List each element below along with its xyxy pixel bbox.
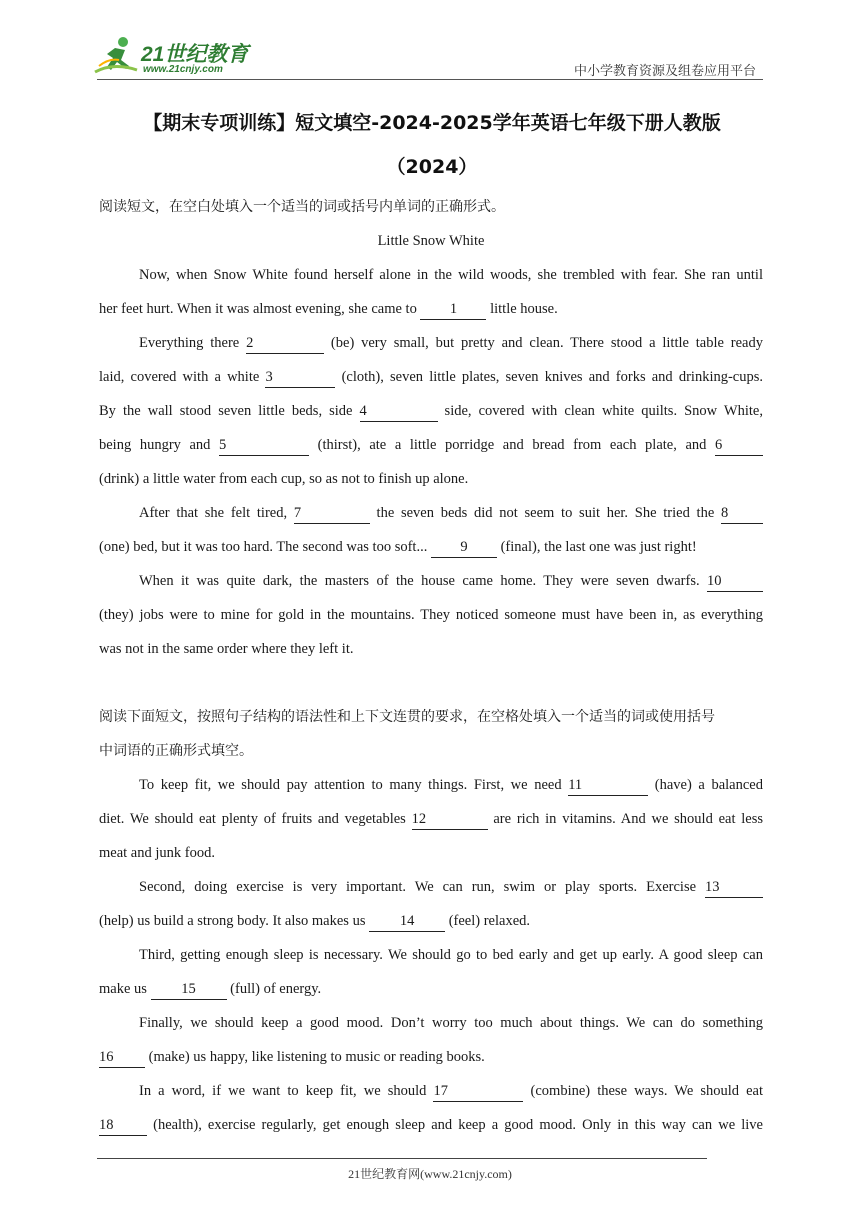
blank-14[interactable]: 14 bbox=[369, 911, 445, 932]
passage2-line: In a word, if we want to keep fit, we should 17 (combine) these ways. We should eat bbox=[99, 1074, 763, 1108]
passage2-line: Second, doing exercise is very important. We can run, swim or play sports. Exercise 13 bbox=[99, 870, 763, 904]
logo-url: www.21cnjy.com bbox=[143, 64, 223, 75]
blank-18[interactable]: 18 bbox=[99, 1115, 147, 1136]
blank-5[interactable]: 5 bbox=[219, 435, 309, 456]
blank-1[interactable]: 1 bbox=[420, 299, 486, 320]
document-title: 【期末专项训练】短文填空-2024-2025学年英语七年级下册人教版 bbox=[143, 112, 721, 134]
blank-12[interactable]: 12 bbox=[412, 809, 488, 830]
passage1-line: Everything there 2 (be) very small, but pretty and clean. There stood a little table ready bbox=[99, 326, 763, 360]
passage1-line: (one) bed, but it was too hard. The second was too soft... 9 (final), the last one was just right! bbox=[99, 530, 763, 564]
runner-logo-icon bbox=[93, 36, 139, 76]
blank-6[interactable]: 6 bbox=[715, 435, 763, 456]
blank-3[interactable]: 3 bbox=[265, 367, 335, 388]
passage2-line: To keep fit, we should pay attention to many things. First, we need 11 (have) a balanced bbox=[99, 768, 763, 802]
blank-15[interactable]: 15 bbox=[151, 979, 227, 1000]
blank-4[interactable]: 4 bbox=[360, 401, 438, 422]
passage1-line: (they) jobs were to mine for gold in the mountains. They noticed someone must have been in, as everything bbox=[99, 607, 763, 623]
passage2-line: Finally, we should keep a good mood. Don’t worry too much about things. We can do something bbox=[139, 1015, 763, 1031]
header-divider bbox=[97, 79, 763, 80]
blank-13[interactable]: 13 bbox=[705, 877, 763, 898]
blank-11[interactable]: 11 bbox=[568, 775, 648, 796]
passage1-line: her feet hurt. When it was almost evening, she came to 1 little house. bbox=[99, 292, 763, 326]
platform-label: 中小学教育资源及组卷应用平台 bbox=[573, 64, 756, 79]
passage2-line: Third, getting enough sleep is necessary. We should go to bed early and get up early. A good sleep can bbox=[139, 947, 763, 963]
blank-16[interactable]: 16 bbox=[99, 1047, 145, 1068]
blank-8[interactable]: 8 bbox=[721, 503, 763, 524]
passage1-line: was not in the same order where they left it. bbox=[99, 641, 354, 657]
passage2-line: (help) us build a strong body. It also makes us 14 (feel) relaxed. bbox=[99, 904, 763, 938]
passage1-line: being hungry and 5 (thirst), ate a little porridge and bread from each plate, and 6 bbox=[99, 428, 763, 462]
passage2-line: make us 15 (full) of energy. bbox=[99, 972, 763, 1006]
passage1-heading: Little Snow White bbox=[377, 233, 485, 249]
blank-9[interactable]: 9 bbox=[431, 537, 497, 558]
passage2-instruction: 阅读下面短文，按照句子结构的语法性和上下文连贯的要求，在空格处填入一个适当的词或使用括号 bbox=[99, 709, 715, 725]
passage1-line: laid, covered with a white 3 (cloth), seven little plates, seven knives and forks and drinking-cups. bbox=[99, 360, 763, 394]
footer-text: 21世纪教育网(www.21cnjy.com) bbox=[348, 1167, 512, 1181]
passage2-line: meat and junk food. bbox=[99, 845, 215, 861]
blank-17[interactable]: 17 bbox=[433, 1081, 523, 1102]
blank-7[interactable]: 7 bbox=[294, 503, 370, 524]
passage1-line: When it was quite dark, the masters of the house came home. They were seven dwarfs. 10 bbox=[99, 564, 763, 598]
blank-2[interactable]: 2 bbox=[246, 333, 324, 354]
passage2-instruction: 中词语的正确形式填空。 bbox=[99, 743, 253, 759]
passage1-line: By the wall stood seven little beds, side 4 side, covered with clean white quilts. Snow White, bbox=[99, 394, 763, 428]
passage2-line: 18 (health), exercise regularly, get enough sleep and keep a good mood. Only in this way can we live bbox=[99, 1108, 763, 1142]
passage1-line: Now, when Snow White found herself alone in the wild woods, she trembled with fear. She ran until bbox=[139, 267, 763, 283]
page-header bbox=[0, 0, 860, 84]
blank-10[interactable]: 10 bbox=[707, 571, 763, 592]
document-title-year: （2024） bbox=[386, 156, 478, 178]
logo-text: 21世纪教育 bbox=[141, 43, 249, 66]
passage2-line: 16 (make) us happy, like listening to music or reading books. bbox=[99, 1040, 763, 1074]
footer-divider bbox=[97, 1158, 707, 1159]
logo bbox=[93, 36, 263, 78]
passage1-instruction: 阅读短文，在空白处填入一个适当的词或括号内单词的正确形式。 bbox=[99, 199, 505, 215]
document-body bbox=[99, 190, 763, 1142]
passage1-line: After that she felt tired, 7 the seven beds did not seem to suit her. She tried the 8 bbox=[99, 496, 763, 530]
passage2-line: diet. We should eat plenty of fruits and vegetables 12 are rich in vitamins. And we should eat less bbox=[99, 802, 763, 836]
passage1-line: (drink) a little water from each cup, so as not to finish up alone. bbox=[99, 471, 469, 487]
